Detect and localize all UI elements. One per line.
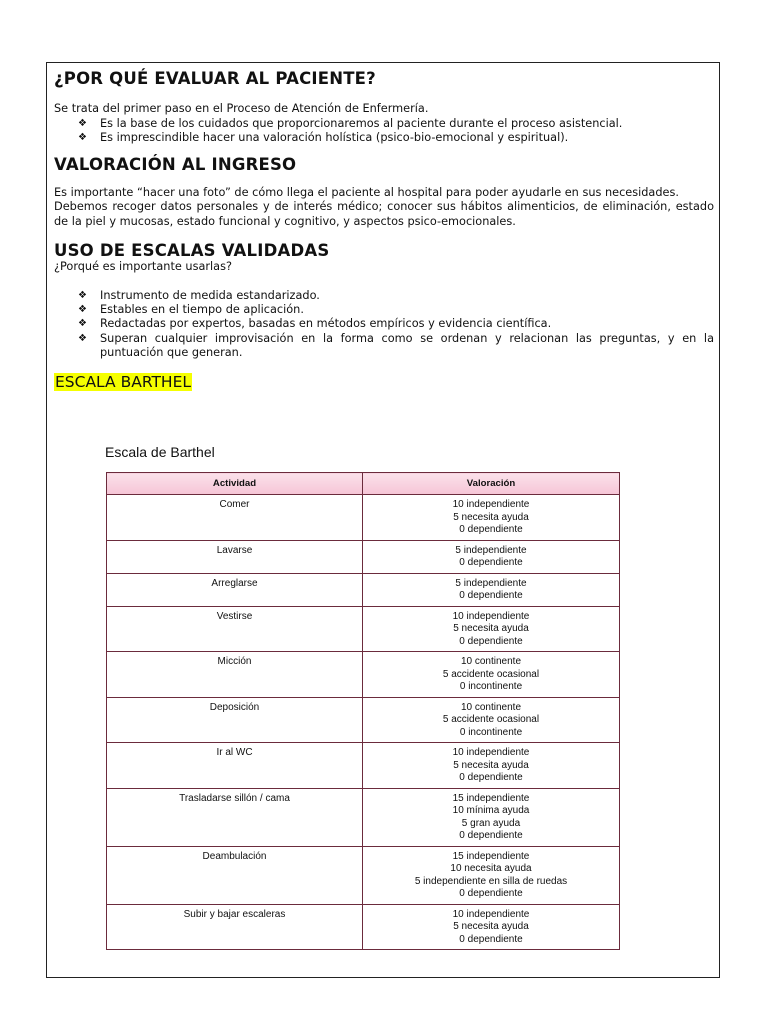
list-item: ❖ Instrumento de medida estandarizado.: [78, 288, 320, 302]
header-activity: Actividad: [107, 473, 363, 495]
barthel-table-body: [107, 495, 620, 950]
section-title-admission: VALORACIÓN AL INGRESO: [54, 154, 297, 174]
section-title-validated-scales: USO DE ESCALAS VALIDADAS: [54, 241, 330, 261]
valoracion-cell: [363, 540, 620, 573]
list-item: ❖ Es imprescindible hacer una valoración holística (psico-bio-emocional y espiritual).: [78, 130, 569, 144]
score-line: 10 continente: [460, 656, 522, 667]
document-content: [54, 69, 714, 391]
valoracion-cell: [363, 652, 620, 698]
table-row: [107, 495, 620, 541]
diamond-bullet-icon: ❖: [78, 332, 87, 344]
score-line: 10 independiente: [452, 610, 530, 622]
list-item: ❖ Superan cualquier improvisación en la forma como se ordenan y relacionan las preguntas, y en la puntuación que generan.: [78, 331, 714, 359]
score-line: 0 dependiente: [459, 888, 523, 899]
score-line: 5 necesita ayuda: [453, 511, 529, 523]
intro-paragraph: Se trata del primer paso en el Proceso de Atención de Enfermería.: [54, 102, 429, 115]
score-line: 5 necesita ayuda: [453, 921, 529, 932]
score-line: 10 continente: [460, 701, 522, 713]
scales-question: ¿Porqué es importante usarlas?: [54, 260, 232, 274]
score-line: 0 dependiente: [459, 830, 523, 841]
activity-cell: Arreglarse: [107, 573, 363, 606]
list-item: ❖ Es la base de los cuidados que proporcionaremos al paciente durante el proceso asistencial.: [78, 116, 623, 130]
valoracion-cell: [363, 495, 620, 541]
activity-cell: Trasladarse sillón / cama: [107, 788, 363, 846]
diamond-bullet-icon: ❖: [78, 131, 87, 143]
list-item: ❖ Estables en el tiempo de aplicación.: [78, 303, 304, 317]
table-row: [107, 540, 620, 573]
score-line: 10 independiente: [452, 747, 530, 758]
score-line: 10 mínima ayuda: [452, 805, 530, 816]
admission-paragraph-1: Es importante “hacer una foto” de cómo llega el paciente al hospital para poder ayudarle en sus necesidades.: [54, 185, 679, 199]
table-header-row: [107, 473, 620, 495]
table-row: [107, 606, 620, 652]
diamond-bullet-icon: ❖: [78, 117, 87, 129]
diamond-bullet-icon: ❖: [78, 304, 87, 316]
valoracion-cell: [363, 788, 620, 846]
diamond-bullet-icon: ❖: [78, 289, 87, 301]
table-row: [107, 573, 620, 606]
diamond-bullet-icon: ❖: [78, 318, 87, 330]
score-line: 5 necesita ayuda: [453, 623, 529, 634]
activity-cell: Deambulación: [107, 846, 363, 904]
barthel-heading-wrap: [54, 372, 714, 391]
valoracion-cell: [363, 904, 620, 950]
header-valoracion: Valoración: [363, 473, 620, 495]
score-line: 5 independiente en silla de ruedas: [414, 875, 568, 887]
activity-cell: Comer: [107, 495, 363, 541]
score-line: 15 independiente: [452, 792, 530, 804]
score-line: 0 incontinente: [459, 726, 523, 738]
why-bullet-list: [54, 117, 714, 145]
score-line: 0 dependiente: [459, 772, 523, 783]
score-line: 0 dependiente: [459, 635, 523, 647]
score-line: 5 accidente ocasional: [442, 668, 540, 680]
section-title-why-evaluate: ¿POR QUÉ EVALUAR AL PACIENTE?: [54, 69, 376, 88]
activity-cell: Subir y bajar escaleras: [107, 904, 363, 950]
score-line: 0 dependiente: [459, 557, 523, 568]
list-item: ❖ Redactadas por expertos, basadas en métodos empíricos y evidencia científica.: [78, 317, 552, 331]
score-line: 0 dependiente: [459, 524, 523, 535]
score-line: 0 incontinente: [459, 681, 523, 692]
barthel-highlight-heading: ESCALA BARTHEL: [55, 372, 192, 391]
table-row: [107, 904, 620, 950]
activity-cell: Ir al WC: [107, 743, 363, 789]
activity-cell: Micción: [107, 652, 363, 698]
valoracion-cell: [363, 606, 620, 652]
score-line: 10 independiente: [452, 908, 530, 920]
score-line: 0 dependiente: [459, 590, 523, 601]
table-row: [107, 743, 620, 789]
score-line: 10 necesita ayuda: [450, 863, 532, 874]
document-frame: [46, 62, 720, 978]
admission-paragraph-2: Debemos recoger datos personales y de interés médico; conocer sus hábitos alimenticios, de eliminación, estado de la piel y mucosas, estado funcional y cognitivo, y aspectos psico-emocionales.: [54, 200, 714, 228]
valoracion-cell: [363, 697, 620, 743]
score-line: 10 independiente: [452, 499, 530, 510]
valoracion-cell: [363, 743, 620, 789]
score-line: 5 independiente: [455, 577, 527, 589]
table-row: [107, 697, 620, 743]
activity-cell: Deposición: [107, 697, 363, 743]
score-line: 5 necesita ayuda: [453, 759, 529, 771]
score-line: 5 gran ayuda: [461, 817, 521, 829]
activity-cell: Lavarse: [107, 540, 363, 573]
score-line: 0 dependiente: [459, 933, 523, 945]
score-line: 5 independiente: [455, 544, 527, 556]
table-row: [107, 846, 620, 904]
barthel-table-title: Escala de Barthel: [105, 444, 215, 460]
score-line: 15 independiente: [452, 850, 530, 862]
activity-cell: Vestirse: [107, 606, 363, 652]
table-row: [107, 788, 620, 846]
scales-bullet-list: [54, 289, 714, 360]
valoracion-cell: [363, 846, 620, 904]
barthel-table: [106, 472, 620, 950]
score-line: 5 accidente ocasional: [442, 714, 540, 725]
valoracion-cell: [363, 573, 620, 606]
table-row: [107, 652, 620, 698]
